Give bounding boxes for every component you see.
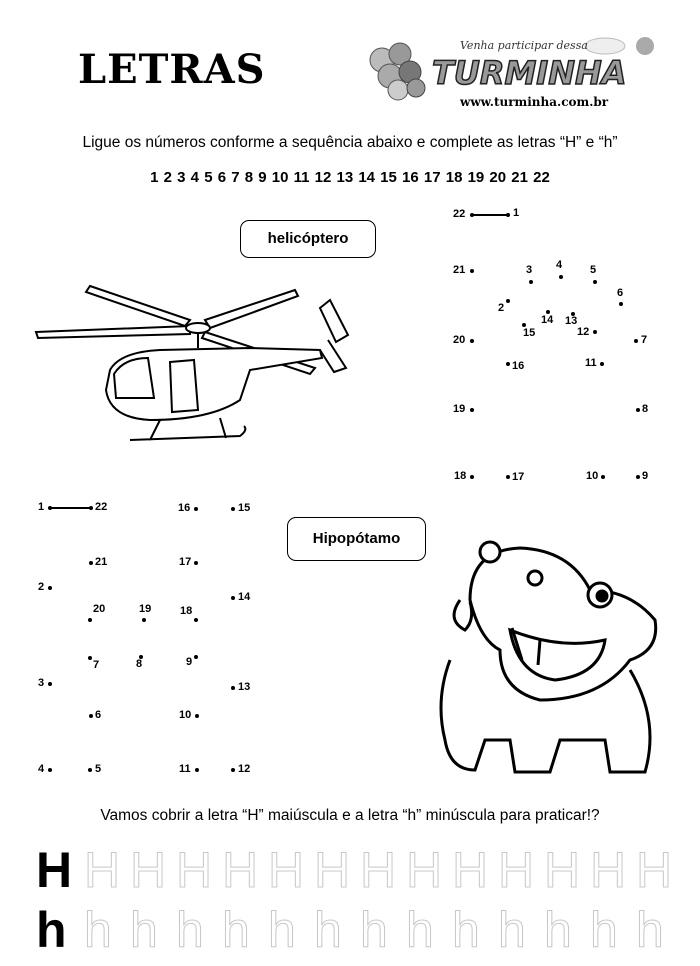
dot-label: 22 <box>453 208 466 220</box>
trace-letter: H <box>406 842 443 898</box>
practice-instruction: Vamos cobrir a letra “H” maiúscula e a letra “h” minúscula para praticar!? <box>100 807 600 824</box>
dot-16 <box>506 362 510 366</box>
trace-letter: h <box>406 902 434 958</box>
dot-label: 22 <box>95 501 108 513</box>
dot-label: 11 <box>179 763 191 775</box>
dot-label: 19 <box>453 403 466 415</box>
dot-label: 9 <box>642 470 649 482</box>
logo-tagline: Venha participar dessa <box>460 39 588 52</box>
dot-label: 3 <box>526 264 533 276</box>
connecting-line <box>50 507 91 509</box>
trace-letter: H <box>314 842 351 898</box>
turminha-logo <box>360 32 660 112</box>
dot-21 <box>89 561 93 565</box>
number-sequence: 1 2 3 4 5 6 7 8 9 10 11 12 13 14 15 16 17 18 19 20 21 22 <box>150 169 550 186</box>
dot-label: 6 <box>617 287 624 299</box>
dot-label: 21 <box>95 556 108 568</box>
dot-label: 13 <box>238 681 251 693</box>
trace-letter: H <box>360 842 397 898</box>
word-label-helicopter: helicóptero <box>240 220 376 258</box>
logo-brand: TURMINHA <box>432 54 627 92</box>
trace-letter: H <box>544 842 581 898</box>
dot-label: 3 <box>38 677 45 689</box>
trace-letter: H <box>176 842 213 898</box>
trace-letter: H <box>222 842 259 898</box>
dot-label: 14 <box>238 591 251 603</box>
dot-3 <box>529 280 533 284</box>
dot-label: 2 <box>38 581 45 593</box>
trace-letter: h <box>314 902 342 958</box>
dot-2 <box>48 586 52 590</box>
dot-6 <box>619 302 623 306</box>
dot-20 <box>470 339 474 343</box>
dot-7 <box>88 656 92 660</box>
trace-letter: h <box>360 902 388 958</box>
word-label-hippo: Hipopótamo <box>287 517 426 561</box>
dot-17 <box>194 561 198 565</box>
dot-label: 5 <box>95 763 102 775</box>
dot-label: 15 <box>238 502 251 514</box>
tracing-row-uppercase <box>36 842 682 898</box>
dot-label: 18 <box>454 470 467 482</box>
connecting-line <box>472 214 508 216</box>
dot-label: 1 <box>38 501 45 513</box>
trace-letter: h <box>544 902 572 958</box>
dot-label: 7 <box>641 334 648 346</box>
dot-label: 13 <box>565 315 578 327</box>
trace-letter: h <box>452 902 480 958</box>
dot-label: 10 <box>179 709 192 721</box>
logo-url: www.turminha.com.br <box>460 95 609 109</box>
dot-label: 4 <box>38 763 45 775</box>
dot-label: 17 <box>512 471 525 483</box>
dot-11 <box>600 362 604 366</box>
dot-label: 20 <box>93 603 106 615</box>
dot-4 <box>48 768 52 772</box>
dot-12 <box>593 330 597 334</box>
dot-label: 19 <box>139 603 152 615</box>
dot-label: 15 <box>523 327 536 339</box>
dot-8 <box>636 408 640 412</box>
dot-label: 9 <box>186 656 193 668</box>
dot-5 <box>593 280 597 284</box>
dot-6 <box>89 714 93 718</box>
dot-3 <box>48 682 52 686</box>
dot-label: 5 <box>590 264 597 276</box>
dot-label: 21 <box>453 264 466 276</box>
model-letter: h <box>36 902 67 958</box>
dot-label: 10 <box>586 470 599 482</box>
trace-letter: H <box>452 842 489 898</box>
trace-letter: H <box>636 842 673 898</box>
dot-10 <box>601 475 605 479</box>
dot-label: 12 <box>577 326 590 338</box>
dot-label: 20 <box>453 334 466 346</box>
dot-17 <box>506 475 510 479</box>
trace-letter: h <box>498 902 526 958</box>
instruction-text: Ligue os números conforme a sequência abaixo e complete as letras “H” e “h” <box>82 134 618 151</box>
trace-letter: H <box>84 842 121 898</box>
hippo-illustration <box>430 540 675 785</box>
trace-letter: H <box>130 842 167 898</box>
dot-label: 2 <box>498 302 505 314</box>
dot-21 <box>470 269 474 273</box>
dot-label: 8 <box>642 403 649 415</box>
dot-label: 17 <box>179 556 192 568</box>
dot-label: 6 <box>95 709 102 721</box>
dot-13 <box>231 686 235 690</box>
trace-letter: h <box>222 902 250 958</box>
dot-label: 4 <box>556 259 563 271</box>
dot-7 <box>634 339 638 343</box>
dot-11 <box>195 768 199 772</box>
trace-letter: h <box>636 902 664 958</box>
dot-10 <box>195 714 199 718</box>
dot-9 <box>194 655 198 659</box>
dot-18 <box>194 618 198 622</box>
dot-label: 1 <box>513 207 520 219</box>
trace-letter: H <box>268 842 305 898</box>
tracing-row-lowercase <box>36 902 682 958</box>
dot-2 <box>506 299 510 303</box>
trace-letter: h <box>176 902 204 958</box>
dot-14 <box>231 596 235 600</box>
model-letter: H <box>36 842 73 898</box>
dot-16 <box>194 507 198 511</box>
trace-letter: h <box>590 902 618 958</box>
dot-19 <box>142 618 146 622</box>
dot-label: 16 <box>512 360 525 372</box>
dot-label: 8 <box>136 658 143 670</box>
dot-15 <box>231 507 235 511</box>
dot-label: 11 <box>585 357 597 369</box>
trace-letter: h <box>84 902 112 958</box>
trace-letter: H <box>590 842 627 898</box>
dot-19 <box>470 408 474 412</box>
page-title: LETRAS <box>78 46 266 93</box>
dot-12 <box>231 768 235 772</box>
trace-letter: h <box>268 902 296 958</box>
trace-letter: H <box>498 842 535 898</box>
dot-18 <box>470 475 474 479</box>
dot-20 <box>88 618 92 622</box>
dot-label: 18 <box>180 605 193 617</box>
dot-label: 12 <box>238 763 251 775</box>
dot-4 <box>559 275 563 279</box>
dot-label: 16 <box>178 502 191 514</box>
helicopter-illustration <box>30 280 360 460</box>
dot-label: 14 <box>541 314 554 326</box>
trace-letter: h <box>130 902 158 958</box>
dot-label: 7 <box>93 659 100 671</box>
dot-5 <box>88 768 92 772</box>
dot-9 <box>636 475 640 479</box>
